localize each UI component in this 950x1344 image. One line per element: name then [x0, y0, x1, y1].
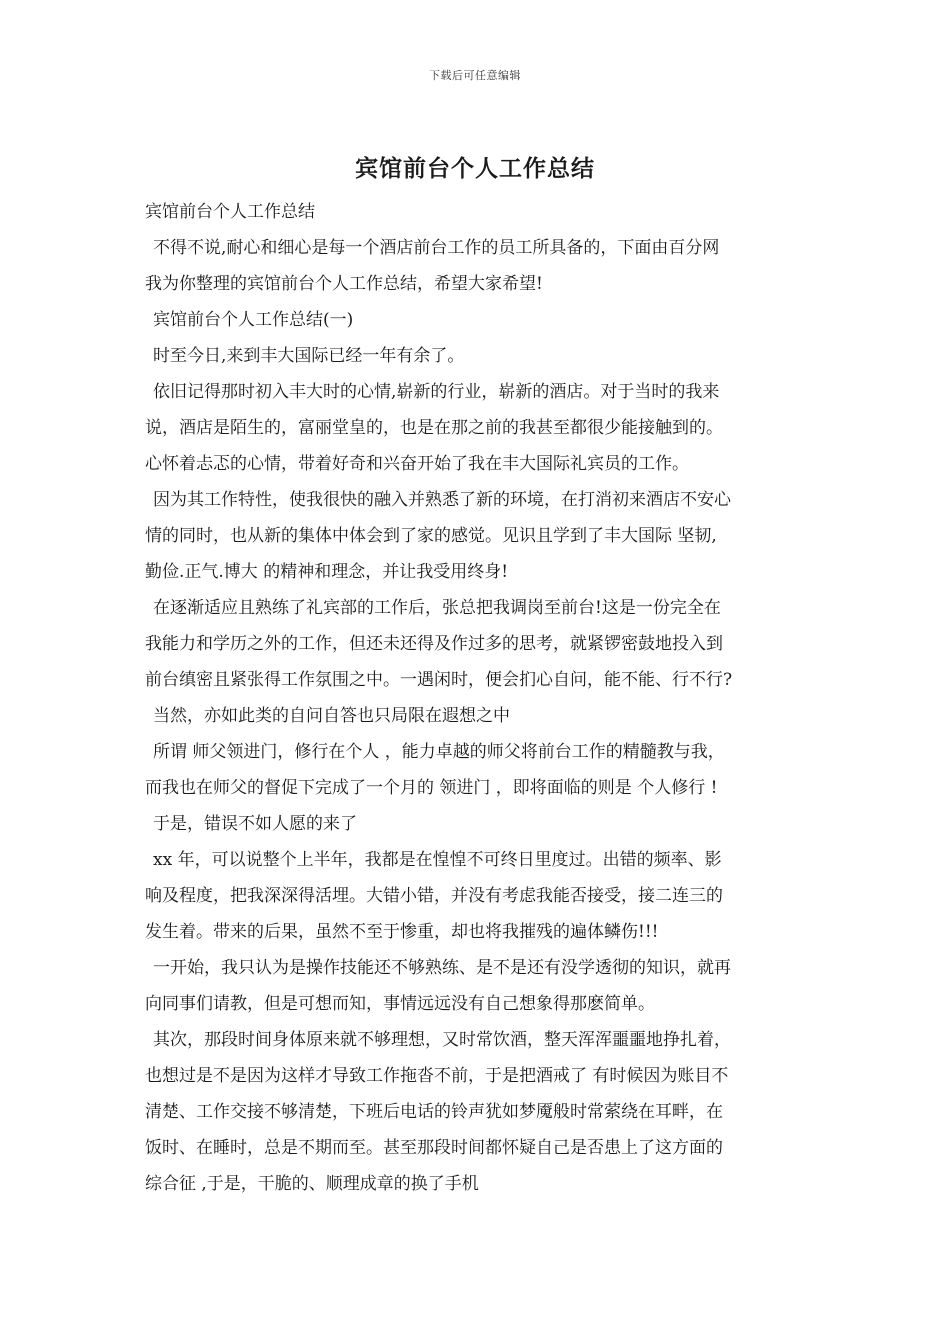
- paragraph-line: 一开始，我只认为是操作技能还不够熟练、是不是还有没学透彻的知识，就再: [153, 958, 731, 978]
- paragraph-line: 因为其工作特性，使我很快的融入并熟悉了新的环境，在打消初来酒店不安心: [153, 490, 731, 510]
- paragraph-line: 勤俭.正气.博大 的精神和理念，并让我受用终身!: [145, 562, 509, 582]
- paragraph-line: 不得不说,耐心和细心是每一个酒店前台工作的员工所具备的，下面由百分网: [153, 238, 720, 258]
- paragraph-line: 也想过是不是因为这样才导致工作拖沓不前，于是把酒戒了 有时候因为账目不: [145, 1066, 729, 1086]
- paragraph-line: 饭时、在睡时，总是不期而至。甚至那段时间都怀疑自己是否患上了这方面的: [145, 1138, 723, 1158]
- paragraph-line: 于是，错误不如人愿的来了: [153, 814, 357, 834]
- paragraph-line: 所谓 师父领进门，修行在个人 ，能力卓越的师父将前台工作的精髓教与我，: [153, 742, 725, 762]
- paragraph-line: 说，酒店是陌生的，富丽堂皇的，也是在那之前的我甚至都很少能接触到的。: [145, 418, 723, 438]
- paragraph-line: 前台缜密且紧张得工作氛围之中。一遇闲时，便会扪心自问，能不能、行不行?: [145, 670, 733, 690]
- paragraph-line: 而我也在师父的督促下完成了一个月的 领进门 ，即将面临的则是 个人修行 !: [145, 778, 718, 798]
- paragraph-line: 依旧记得那时初入丰大时的心情,崭新的行业，崭新的酒店。对于当时的我来: [153, 382, 720, 402]
- paragraph-line: 我能力和学历之外的工作，但还未还得及作过多的思考，就紧锣密鼓地投入到: [145, 634, 723, 654]
- paragraph-line: 时至今日,来到丰大国际已经一年有余了。: [153, 346, 465, 366]
- paragraph-line: 清楚、工作交接不够清楚，下班后电话的铃声犹如梦魇般时常萦绕在耳畔，在: [145, 1102, 723, 1122]
- paragraph-line: 响及程度，把我深深得活埋。大错小错，并没有考虑我能否接受，接二连三的: [145, 886, 723, 906]
- paragraph-line: 其次，那段时间身体原来就不够理想，又时常饮酒，整天浑浑噩噩地挣扎着，: [153, 1030, 731, 1050]
- paragraph-line: 发生着。带来的后果，虽然不至于惨重，却也将我摧残的遍体鳞伤!!!: [145, 922, 659, 942]
- section-heading: 宾馆前台个人工作总结(一): [153, 310, 354, 330]
- paragraph-line: 心怀着忐忑的心情，带着好奇和兴奋开始了我在丰大国际礼宾员的工作。: [145, 454, 689, 474]
- paragraph-line: 综合征 ,于是，干脆的、顺理成章的换了手机: [145, 1174, 479, 1194]
- document-title: 宾馆前台个人工作总结: [355, 155, 595, 182]
- paragraph-line: 当然，亦如此类的自问自答也只局限在遐想之中: [153, 706, 510, 726]
- paragraph-line: xx 年，可以说整个上半年，我都是在惶惶不可终日里度过。出错的频率、影: [153, 850, 722, 870]
- paragraph-line: 我为你整理的宾馆前台个人工作总结，希望大家希望!: [145, 274, 543, 294]
- paragraph-line: 情的同时，也从新的集体中体会到了家的感觉。见识且学到了丰大国际 坚韧,: [145, 526, 717, 546]
- subtitle-line: 宾馆前台个人工作总结: [145, 202, 315, 222]
- paragraph-line: 在逐渐适应且熟练了礼宾部的工作后，张总把我调岗至前台!这是一份完全在: [153, 598, 721, 618]
- page-header-note: 下载后可任意编辑: [429, 69, 521, 82]
- document-body: [145, 194, 810, 1202]
- paragraph-line: 向同事们请教，但是可想而知，事情远远没有自己想象得那麽简单。: [145, 994, 655, 1014]
